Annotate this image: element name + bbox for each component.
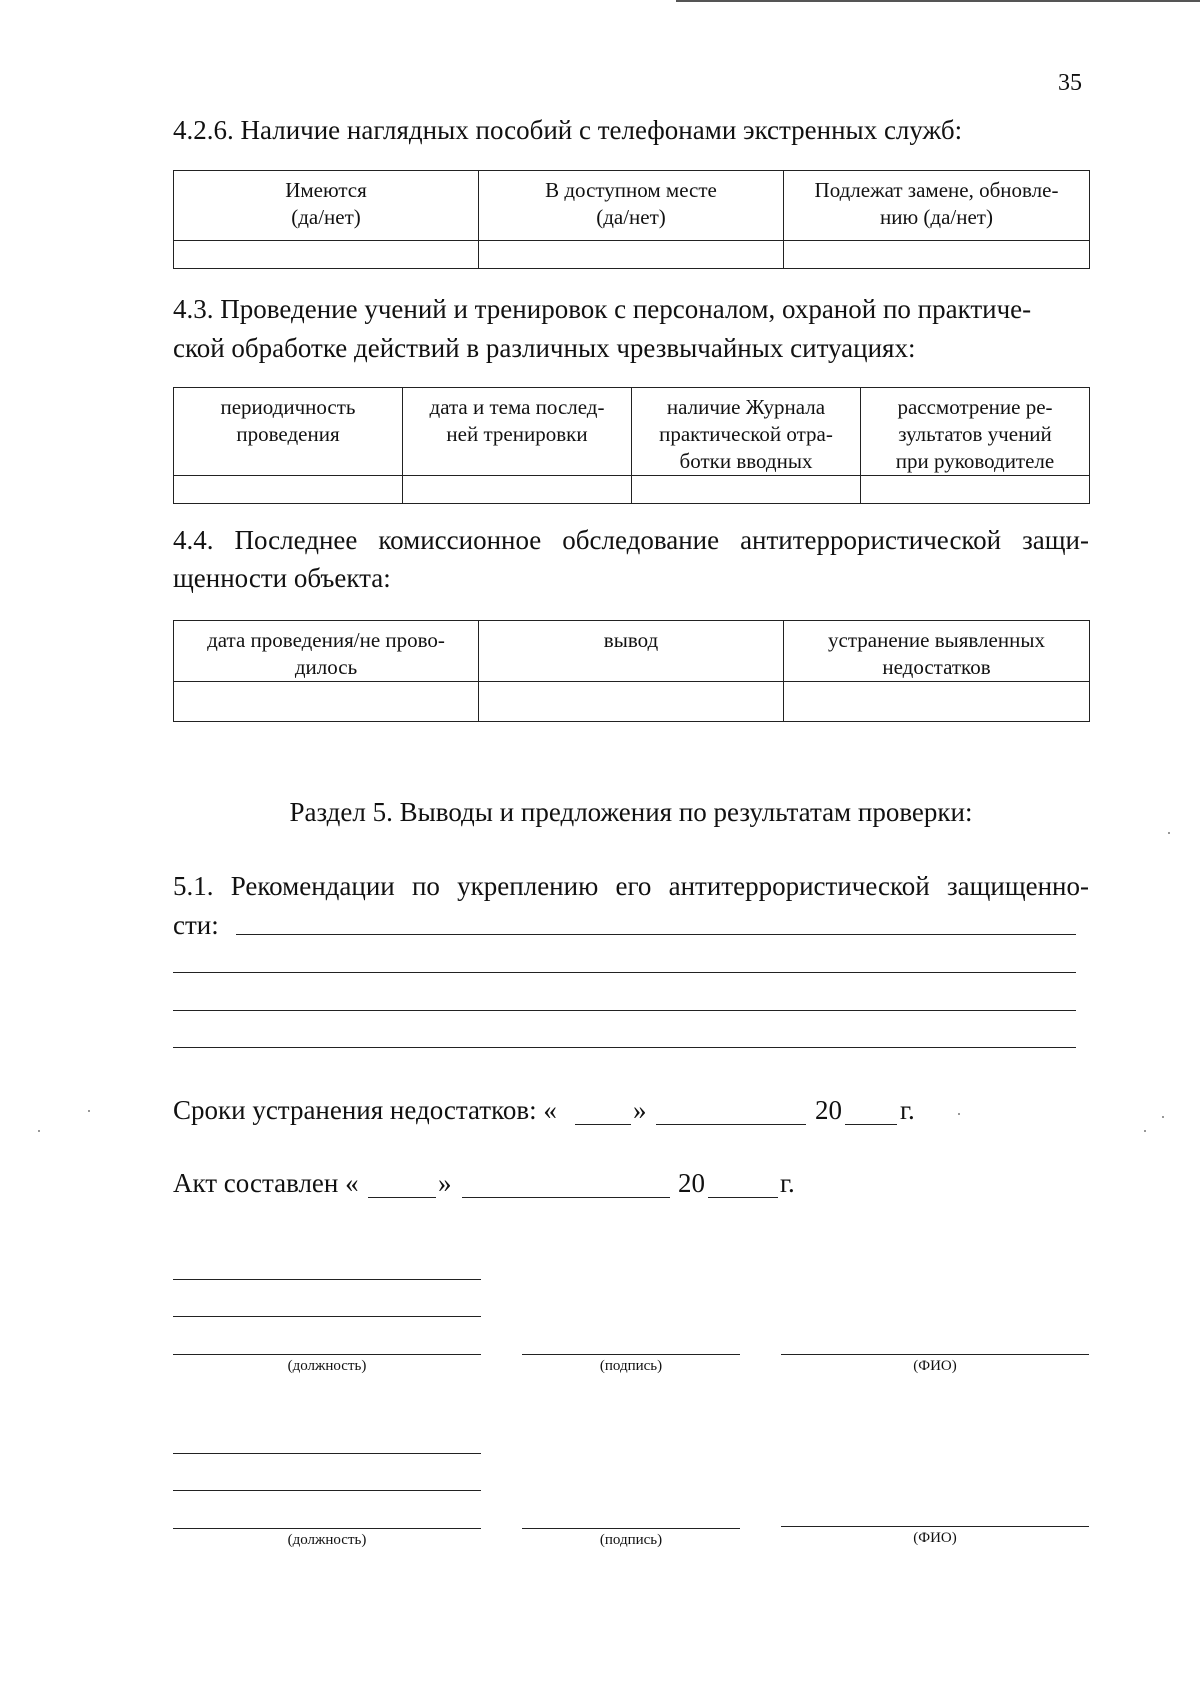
heading-4-3-line1: 4.3. Проведение учений и тренировок с персоналом, охраной по практиче- xyxy=(173,294,1032,324)
signature-input-1[interactable] xyxy=(522,1354,740,1355)
position-input-2c[interactable] xyxy=(173,1528,481,1529)
header-review: рассмотрение ре- зультатов учений при руководителе xyxy=(861,388,1090,476)
recommendations-line2: сти: xyxy=(173,910,219,940)
name-caption-2: (ФИО) xyxy=(913,1530,957,1546)
act-close-quote: » xyxy=(438,1168,452,1198)
recommendations-input-3[interactable] xyxy=(173,1010,1076,1011)
cell-inspection-date[interactable] xyxy=(174,682,479,722)
signature-caption-2: (подпись) xyxy=(599,1532,663,1548)
table-drills xyxy=(173,387,1090,504)
heading-4-4-line2: щенности объекта: xyxy=(173,563,391,593)
act-label: Акт составлен « xyxy=(173,1168,359,1198)
scan-speck xyxy=(1162,1116,1164,1118)
heading-4-4-line1: 4.4. Последнее комиссионное обследование антитеррористической защи- xyxy=(173,525,1089,555)
table-visual-aids xyxy=(173,170,1090,269)
cell-remediation[interactable] xyxy=(784,682,1090,722)
scan-speck xyxy=(88,1110,90,1112)
cell-review[interactable] xyxy=(861,476,1090,504)
cell-available[interactable] xyxy=(174,241,479,269)
position-input-2b[interactable] xyxy=(173,1490,481,1491)
cell-conclusion[interactable] xyxy=(479,682,784,722)
header-available: Имеются (да/нет) xyxy=(174,171,479,241)
deadline-month-input[interactable] xyxy=(656,1124,806,1125)
recommendations-line1: 5.1. Рекомендации по укреплению его антитеррористической защищенно- xyxy=(173,871,1089,901)
position-input-2a[interactable] xyxy=(173,1453,481,1454)
header-inspection-date: дата проведения/не прово- дилось xyxy=(174,621,479,682)
deadline-close-quote: » xyxy=(633,1095,647,1125)
scan-speck xyxy=(1144,1130,1146,1132)
signature-input-2[interactable] xyxy=(522,1528,740,1529)
recommendations-input-1[interactable] xyxy=(236,934,1076,935)
act-year-prefix: 20 xyxy=(678,1168,705,1198)
page-number: 35 xyxy=(1058,70,1082,96)
header-remediation: устранение выявленных недостатков xyxy=(784,621,1090,682)
name-input-2[interactable] xyxy=(781,1526,1089,1527)
header-conclusion: вывод xyxy=(479,621,784,682)
position-caption-2: (должность) xyxy=(287,1532,367,1548)
heading-4-3-line2: ской обработке действий в различных чрезвычайных ситуациях: xyxy=(173,333,916,363)
header-accessible: В доступном месте (да/нет) xyxy=(479,171,784,241)
cell-journal[interactable] xyxy=(632,476,861,504)
recommendations-input-4[interactable] xyxy=(173,1047,1076,1048)
deadline-label: Сроки устранения недостатков: « xyxy=(173,1095,557,1125)
deadline-year-prefix: 20 xyxy=(815,1095,842,1125)
act-day-input[interactable] xyxy=(368,1197,436,1198)
header-replacement: Подлежат замене, обновле- нию (да/нет) xyxy=(784,171,1090,241)
recommendations-input-2[interactable] xyxy=(173,972,1076,973)
name-input-1[interactable] xyxy=(781,1354,1089,1355)
section-5-title: Раздел 5. Выводы и предложения по результатам проверки: xyxy=(289,797,973,827)
cell-replacement[interactable] xyxy=(784,241,1090,269)
deadline-year-suffix: г. xyxy=(900,1095,915,1125)
header-last-drill: дата и тема послед- ней тренировки xyxy=(403,388,632,476)
heading-4-2-6: 4.2.6. Наличие наглядных пособий с телефонами экстренных служб: xyxy=(173,115,963,145)
position-input-1a[interactable] xyxy=(173,1279,481,1280)
name-caption-1: (ФИО) xyxy=(913,1358,957,1374)
cell-frequency[interactable] xyxy=(174,476,403,504)
scan-speck xyxy=(38,1130,40,1132)
position-input-1c[interactable] xyxy=(173,1354,481,1355)
header-frequency: периодичность проведения xyxy=(174,388,403,476)
deadline-day-input[interactable] xyxy=(575,1124,631,1125)
header-journal: наличие Журнала практической отра- ботки вводных xyxy=(632,388,861,476)
position-caption-1: (должность) xyxy=(287,1358,367,1374)
deadline-year-input[interactable] xyxy=(845,1124,897,1125)
cell-accessible[interactable] xyxy=(479,241,784,269)
position-input-1b[interactable] xyxy=(173,1316,481,1317)
act-year-input[interactable] xyxy=(708,1197,778,1198)
act-month-input[interactable] xyxy=(462,1197,670,1198)
scan-speck xyxy=(1168,832,1170,834)
cell-last-drill[interactable] xyxy=(403,476,632,504)
scan-speck xyxy=(958,1113,960,1115)
signature-caption-1: (подпись) xyxy=(599,1358,663,1374)
table-inspection xyxy=(173,620,1090,722)
scan-edge-line xyxy=(676,0,1200,2)
act-year-suffix: г. xyxy=(780,1168,795,1198)
